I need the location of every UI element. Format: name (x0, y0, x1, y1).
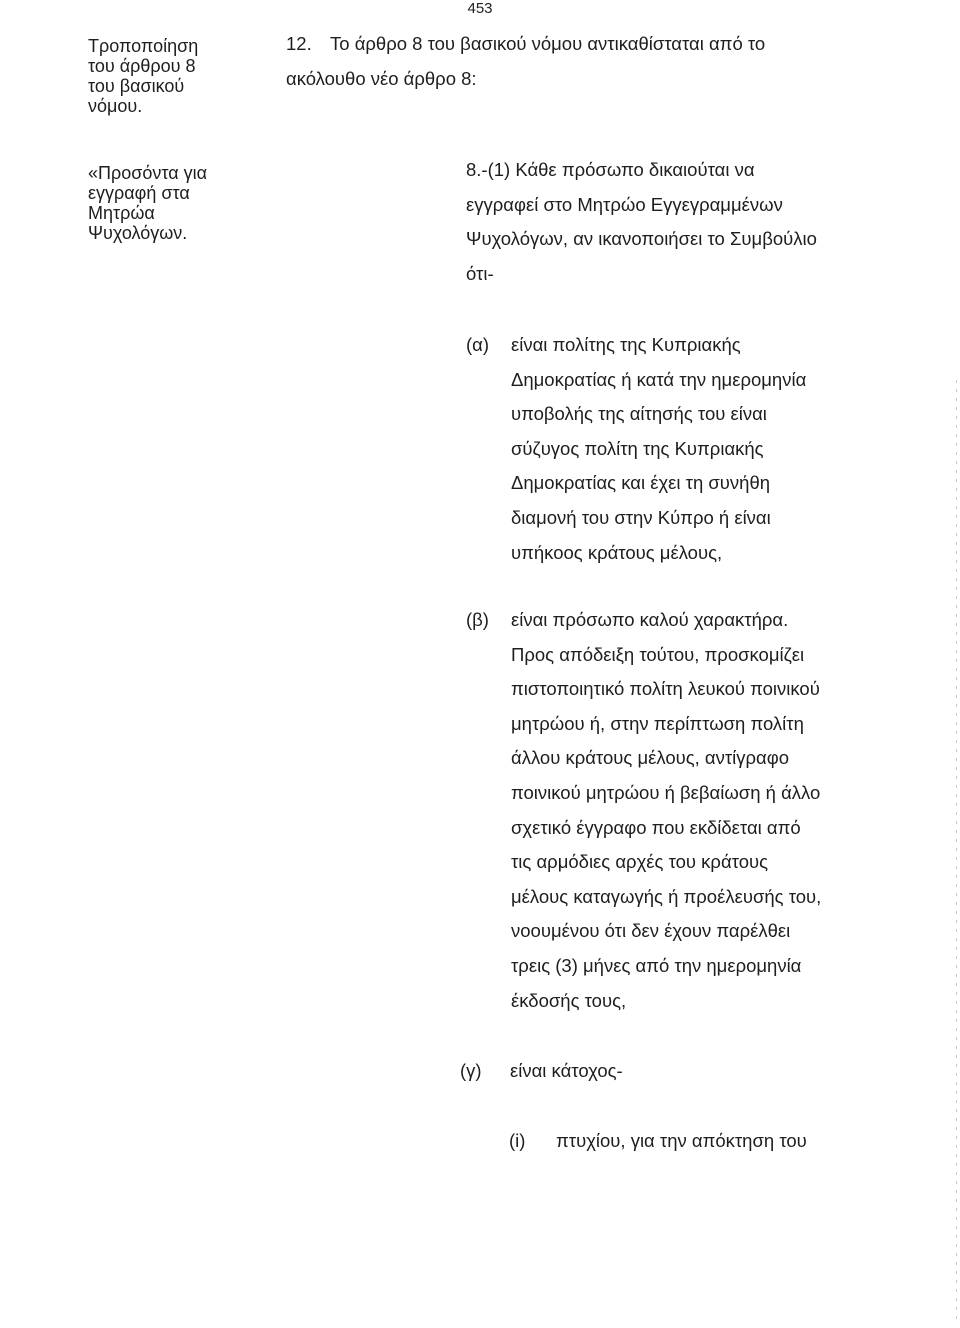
item-b-line: μητρώου ή, στην περίπτωση πολίτη (511, 712, 804, 734)
item-b-line: νοουμένου ότι δεν έχουν παρέλθει (511, 920, 791, 942)
item-b-line: τρεις (3) μήνες από την ημερομηνία (511, 954, 802, 976)
item-b-text (511, 603, 821, 1018)
article-8-line: εγγραφεί στο Μητρώο Εγγεγραμμένων (466, 193, 783, 215)
article-8-text (466, 153, 817, 291)
item-c-text (510, 1054, 623, 1089)
scan-edge-decoration (956, 380, 957, 1320)
item-b-label: (β) (466, 609, 489, 630)
margin-note-line: εγγραφή στα (88, 183, 190, 203)
margin-note-qualifications (88, 163, 207, 243)
item-c-label: (γ) (460, 1060, 482, 1081)
article-8-line: 8.-(1) Κάθε πρόσωπο δικαιούται να (466, 159, 755, 180)
section-number: 12. (286, 33, 312, 54)
article-8-line: ότι- (466, 262, 494, 284)
item-b-line: μέλους καταγωγής ή προέλευσής του, (511, 885, 822, 907)
item-a-line: υπήκοος κράτους μέλους, (511, 541, 723, 563)
margin-note-line: νόμου. (88, 96, 143, 116)
section-12-text (286, 27, 765, 96)
item-c-i-line: πτυχίου, για την απόκτηση του (556, 1130, 807, 1151)
article-8-line: Ψυχολόγων, αν ικανοποιήσει το Συμβούλιο (466, 228, 817, 250)
item-c-line: είναι κάτοχος- (510, 1060, 623, 1081)
item-a-label: (α) (466, 334, 490, 355)
margin-note-amendment (88, 36, 198, 116)
item-c-i-text (556, 1124, 807, 1159)
item-b-line: είναι πρόσωπο καλού χαρακτήρα. (511, 609, 789, 630)
section-12-line: ακόλουθο νέο άρθρο 8: (286, 67, 477, 89)
item-b-line: τις αρμόδιες αρχές του κράτους (511, 851, 769, 873)
section-12-line: Το άρθρο 8 του βασικού νόμου αντικαθίσταται από το (330, 33, 766, 54)
item-b-line: ποινικού μητρώου ή βεβαίωση ή άλλο (511, 781, 821, 803)
item-a-line: Δημοκρατίας ή κατά την ημερομηνία (511, 368, 807, 390)
item-a-line: διαμονή του στην Κύπρο ή είναι (511, 506, 771, 528)
margin-note-line: του άρθρου 8 (88, 56, 196, 76)
item-b-line: Προς απόδειξη τούτου, προσκομίζει (511, 643, 805, 665)
item-a-line: υποβολής της αίτησής του είναι (511, 403, 767, 425)
margin-note-line: Ψυχολόγων. (88, 223, 188, 243)
item-a-line: Δημοκρατίας και έχει τη συνήθη (511, 472, 771, 494)
margin-note-line: του βασικού (88, 76, 185, 96)
item-a-line: είναι πολίτης της Κυπριακής (511, 334, 741, 355)
item-b-line: σχετικό έγγραφο που εκδίδεται από (511, 816, 801, 838)
margin-note-line: Μητρώα (88, 203, 155, 223)
page-number: 453 (467, 0, 493, 17)
item-c-i-label: (i) (509, 1130, 526, 1151)
item-b-line: έκδοσής τους, (511, 989, 627, 1011)
item-a-text (511, 328, 806, 570)
item-b-line: άλλου κράτους μέλους, αντίγραφο (511, 747, 790, 769)
item-a-line: σύζυγος πολίτη της Κυπριακής (511, 437, 764, 459)
margin-note-line: «Προσόντα για (88, 163, 208, 183)
margin-note-line: Τροποποίηση (88, 36, 199, 56)
item-b-line: πιστοποιητικό πολίτη λευκού ποινικού (511, 678, 820, 700)
